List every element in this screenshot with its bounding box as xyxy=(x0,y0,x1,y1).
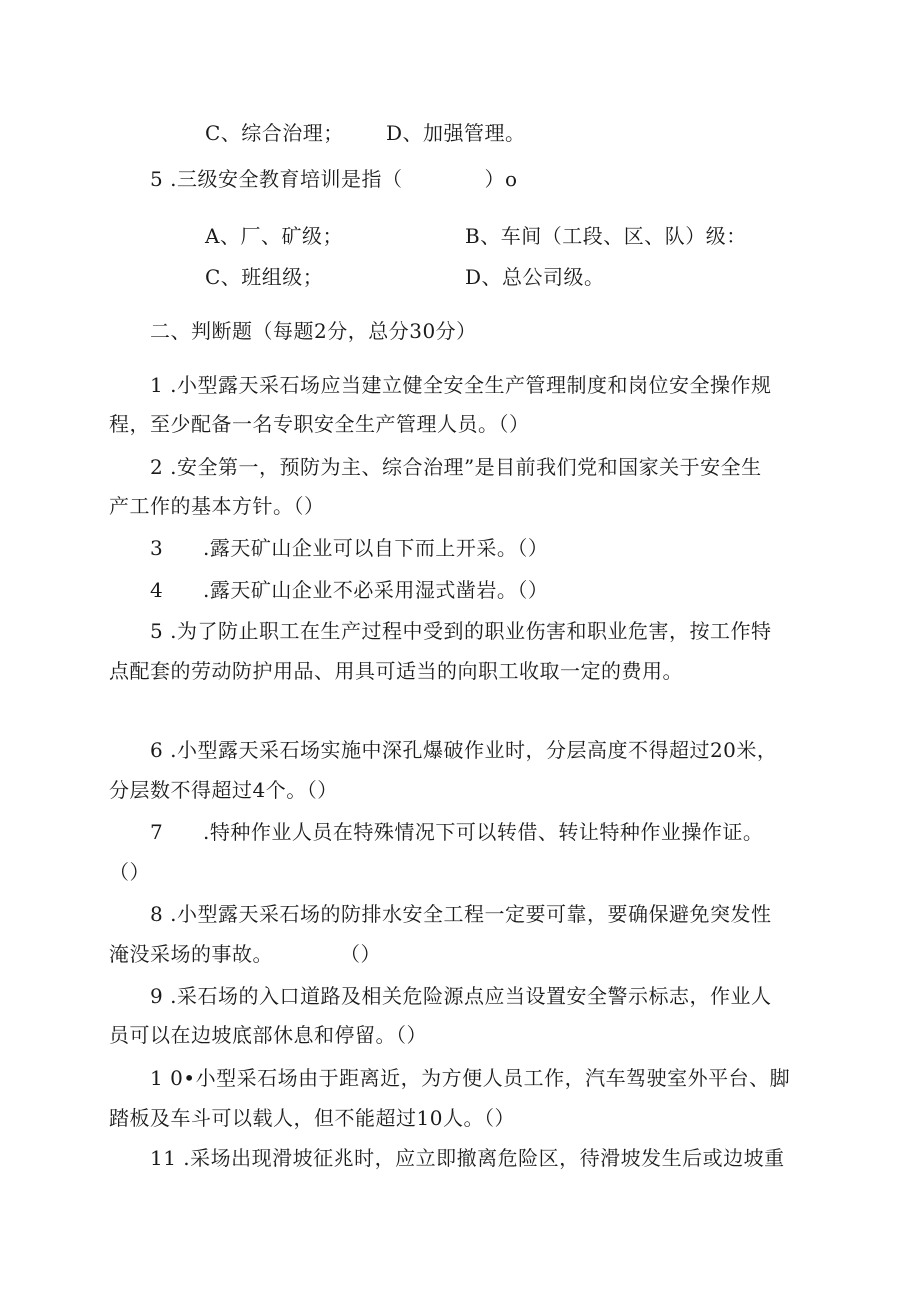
q4-option-d: D、加强管理。 xyxy=(386,121,526,145)
q5-option-b: B、车间（工段、区、队）级： xyxy=(465,224,747,248)
item-5-line-1: 5 .为了防止职工在生产过程中受到的职业伤害和职业危害，按工作特 xyxy=(150,619,772,643)
item-8-line-2: 淹没采场的事故。 xyxy=(109,942,273,966)
item-10-line-1: 1 0•小型采石场由于距离近，为方便人员工作，汽车驾驶室外平台、脚 xyxy=(150,1066,791,1090)
item-5-line-2: 点配套的劳动防护用品、用具可适当的向职工收取一定的费用。 xyxy=(109,659,683,683)
item-4-text: .露天矿山企业不必采用湿式凿岩。（） xyxy=(203,578,549,602)
q5-option-d: D、总公司级。 xyxy=(465,265,605,289)
item-10-line-2: 踏板及车斗可以载人，但不能超过10人。（） xyxy=(109,1106,515,1130)
item-7-number: 7 xyxy=(150,820,164,844)
item-9-line-1: 9 .采石场的入口道路及相关危险源点应当设置安全警示标志，作业人 xyxy=(150,984,772,1008)
item-6-line-1: 6 .小型露天采石场实施中深孔爆破作业时，分层高度不得超过20米， xyxy=(150,738,778,762)
q5-option-a: A、厂、矿级； xyxy=(205,224,343,248)
item-2-line-1: 2 .安全第一，预防为主、综合治理”是目前我们党和国家关于安全生 xyxy=(150,455,762,479)
item-1-line-1: 1 .小型露天采石场应当建立健全安全生产管理制度和岗位安全操作规 xyxy=(150,373,772,397)
item-2-line-2: 产工作的基本方针。（） xyxy=(109,494,325,518)
item-8-answer-mark: （） xyxy=(340,942,381,966)
item-3-number: 3 xyxy=(150,536,164,560)
item-7-text: .特种作业人员在特殊情况下可以转借、转让特种作业操作证。 xyxy=(203,820,764,844)
item-3-text: .露天矿山企业可以自下而上开采。（） xyxy=(203,536,549,560)
item-8-line-1: 8 .小型露天采石场的防排水安全工程一定要可靠，要确保避免突发性 xyxy=(150,902,772,926)
item-7-answer-mark: （） xyxy=(109,860,150,884)
section-heading: 二、判断题（每题2分，总分30分） xyxy=(150,319,477,343)
item-11-line-1: 11 .采场出现滑坡征兆时，应立即撤离危险区，待滑坡发生后或边坡重 xyxy=(150,1146,785,1170)
item-1-line-2: 程，至少配备一名专职安全生产管理人员。（） xyxy=(109,412,530,436)
item-9-line-2: 员可以在边坡底部休息和停留。（） xyxy=(109,1023,427,1047)
item-4-number: 4 xyxy=(150,578,164,602)
q4-option-c: C、综合治理； xyxy=(205,121,344,145)
q5-option-c: C、班组级； xyxy=(205,265,324,289)
item-6-line-2: 分层数不得超过4个。（） xyxy=(109,778,338,802)
q5-stem: 5 .三级安全教育培训是指（ ）o xyxy=(150,167,518,191)
